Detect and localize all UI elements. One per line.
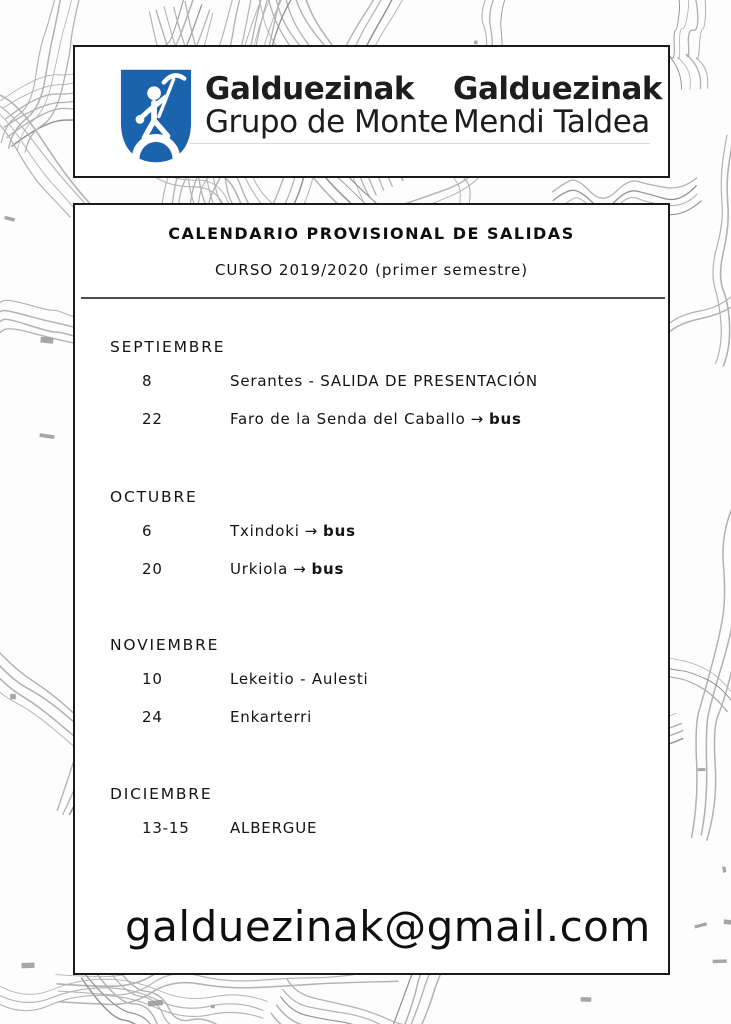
month-section-octubre xyxy=(110,488,658,600)
event-row xyxy=(110,410,658,432)
month-name: NOVIEMBRE xyxy=(110,636,220,654)
event-row xyxy=(110,670,658,692)
event-date: 20 xyxy=(142,560,163,578)
event-description: Enkarterri xyxy=(230,708,313,726)
event-description: Lekeitio - Aulesti xyxy=(230,670,369,688)
bus-arrow-icon: → xyxy=(304,522,319,540)
event-date: 13-15 xyxy=(142,819,190,837)
month-name: OCTUBRE xyxy=(110,488,198,506)
brand-subtitle-spanish: Grupo de Monte xyxy=(205,104,449,140)
event-date: 10 xyxy=(142,670,163,688)
event-date: 22 xyxy=(142,410,163,428)
header-divider-line xyxy=(190,143,650,144)
event-row xyxy=(110,560,658,582)
event-row xyxy=(110,708,658,730)
event-date: 24 xyxy=(142,708,163,726)
contact-email: galduezinak@gmail.com xyxy=(125,902,651,951)
event-description: Urkiola → bus xyxy=(230,560,345,578)
calendar-subtitle: CURSO 2019/2020 (primer semestre) xyxy=(214,261,529,279)
event-description: Serantes - SALIDA DE PRESENTACIÓN xyxy=(230,372,538,390)
brand-spanish xyxy=(205,73,448,139)
bus-arrow-icon: → xyxy=(470,410,484,428)
calendar-title: CALENDARIO PROVISIONAL DE SALIDAS xyxy=(168,224,575,243)
event-row xyxy=(110,372,658,394)
mountaineer-shield-icon xyxy=(119,68,193,165)
calendar-box xyxy=(73,203,670,975)
month-section-diciembre xyxy=(110,785,658,897)
club-logo xyxy=(119,68,193,165)
event-description: Faro de la Senda del Caballo → bus xyxy=(230,410,522,428)
brand-subtitle-basque: Mendi Taldea xyxy=(453,104,650,140)
month-section-noviembre xyxy=(110,636,658,748)
event-row xyxy=(110,522,658,544)
event-description: ALBERGUE xyxy=(230,819,318,837)
bus-label: bus xyxy=(323,522,356,540)
month-name: SEPTIEMBRE xyxy=(110,338,226,356)
header-box xyxy=(73,45,670,178)
event-date: 6 xyxy=(142,522,153,540)
event-row xyxy=(110,819,658,841)
bus-arrow-icon: → xyxy=(293,560,307,578)
title-divider xyxy=(81,297,665,299)
event-date: 8 xyxy=(142,372,153,390)
month-section-septiembre xyxy=(110,338,658,450)
brand-title-spanish: Galduezinak xyxy=(205,71,415,107)
brand-title-basque: Galduezinak xyxy=(453,71,663,107)
month-name: DICIEMBRE xyxy=(110,785,213,803)
event-description: Txindoki → bus xyxy=(230,522,356,540)
brand-basque xyxy=(453,73,662,139)
bus-label: bus xyxy=(311,560,345,578)
bus-label: bus xyxy=(488,410,522,428)
